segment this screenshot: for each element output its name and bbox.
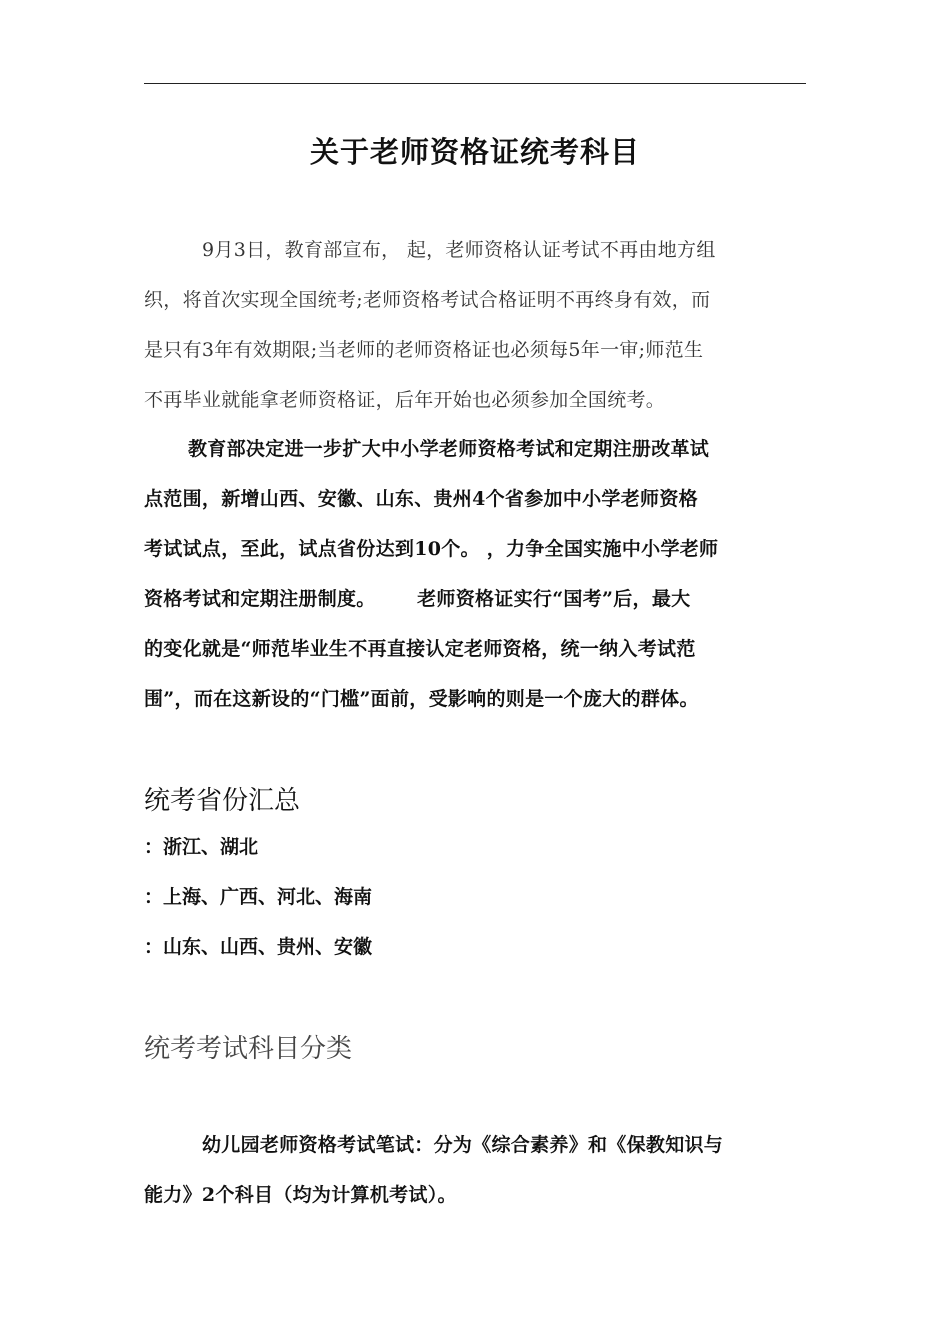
header-rule (144, 83, 806, 84)
intro-paragraph (144, 225, 806, 425)
intro-line: 不再毕业就能拿老师资格证，后年开始也必须参加全国统考。 (144, 389, 666, 411)
province-item: ：上海、广西、河北、海南 (144, 886, 373, 908)
reform-line: 教育部决定进一步扩大中小学老师资格考试和定期注册改革试 (188, 438, 710, 460)
provinces-heading: 统考省份汇总 (144, 786, 301, 816)
province-item: ：浙江、湖北 (144, 836, 259, 858)
kindergarten-line: 能力》2个科目（均为计算机考试）。 (144, 1184, 457, 1206)
reform-line: 点范围，新增山西、安徽、山东、贵州4个省参加中小学老师资格 (144, 488, 698, 510)
intro-line: 9月3日，教育部宣布， 起，老师资格认证考试不再由地方组 (202, 239, 716, 261)
kindergarten-paragraph (144, 1120, 806, 1220)
intro-line: 织，将首次实现全国统考;老师资格考试合格证明不再终身有效，而 (144, 289, 711, 311)
reform-line: 资格考试和定期注册制度。 老师资格证实行“国考”后，最大 (144, 588, 691, 610)
province-item: ：山东、山西、贵州、安徽 (144, 936, 373, 958)
reform-line: 围”，而在这新设的“门槛”面前，受影响的则是一个庞大的群体。 (144, 688, 699, 710)
document-title: 关于老师资格证统考科目 (309, 135, 640, 169)
kindergarten-line: 幼儿园老师资格考试笔试：分为《综合素养》和《保教知识与 (202, 1134, 724, 1156)
intro-line: 是只有3年有效期限;当老师的老师资格证也必须每5年一审;师范生 (144, 339, 704, 361)
reform-line: 考试试点，至此，试点省份达到10个。 ，力争全国实施中小学老师 (144, 538, 719, 560)
reform-paragraph (144, 424, 806, 724)
subjects-heading: 统考考试科目分类 (144, 1034, 353, 1064)
reform-line: 的变化就是“师范毕业生不再直接认定老师资格，统一纳入考试范 (144, 638, 696, 660)
provinces-list (144, 822, 806, 972)
